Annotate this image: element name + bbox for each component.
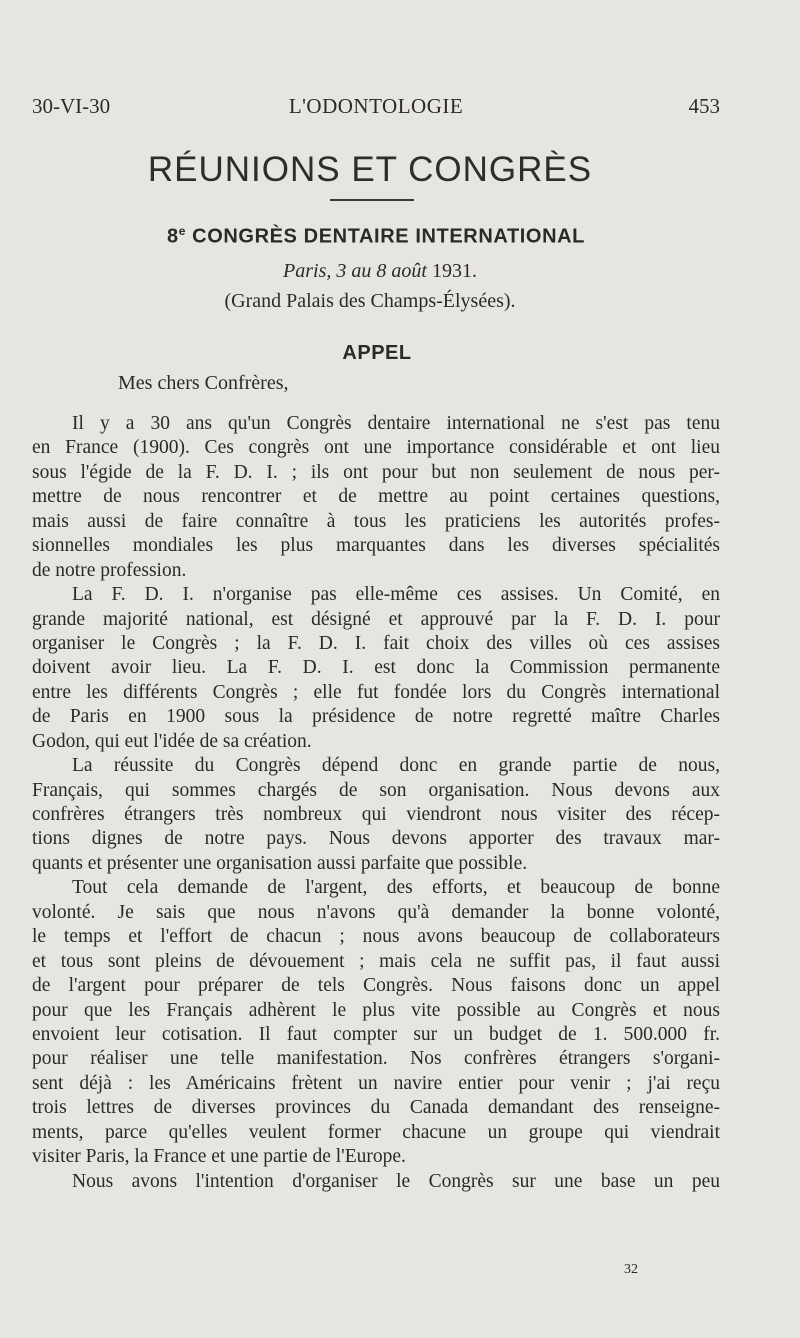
congress-dates bbox=[0, 260, 760, 283]
text-line: mettre de nous rencontrer et de mettre au point certaines questions, bbox=[32, 486, 720, 508]
title-divider bbox=[330, 199, 414, 201]
text-line: grande majorité national, est désigné et approuvé par la F. D. I. pour bbox=[32, 608, 720, 630]
text-line: et tous sont pleins de dévouement ; mais cela ne suffit pas, il faut aussi bbox=[32, 950, 720, 972]
text-line: pour réaliser une telle manifestation. Nos confrères étrangers s'organi- bbox=[32, 1048, 720, 1070]
text-line: ments, parce qu'elles veulent former chacune un groupe qui viendrait bbox=[32, 1121, 720, 1143]
text-line: le temps et l'effort de chacun ; nous avons beaucoup de collaborateurs bbox=[32, 926, 720, 948]
text-line: organiser le Congrès ; la F. D. I. fait choix des villes où ces assises bbox=[32, 632, 720, 654]
text-line: Nous avons l'intention d'organiser le Congrès sur une base un peu bbox=[72, 1170, 720, 1192]
text-line: doivent avoir lieu. La F. D. I. est donc la Commission permanente bbox=[32, 657, 720, 679]
text-line: de notre profession. bbox=[32, 559, 187, 581]
text-line: tions dignes de notre pays. Nous devons apporter des travaux mar- bbox=[32, 828, 720, 850]
text-line: confrères étrangers très nombreux qui viendront nous visiter des récep- bbox=[32, 804, 720, 825]
text-line: La réussite du Congrès dépend donc en grande partie de nous, bbox=[72, 755, 720, 777]
congress-days: 3 au 8 août bbox=[336, 260, 427, 282]
text-line: de Paris en 1900 sous la présidence de notre regretté maître Charles bbox=[32, 706, 720, 728]
page-number: 453 bbox=[688, 94, 720, 118]
text-line: Godon, qui eut l'idée de sa création. bbox=[32, 730, 312, 752]
text-line: La F. D. I. n'organise pas elle-même ces assises. Un Comité, en bbox=[72, 584, 720, 606]
text-line: Il y a 30 ans qu'un Congrès dentaire international ne s'est pas tenu bbox=[72, 413, 720, 434]
text-line: entre les différents Congrès ; elle fut fondée lors du Congrès international bbox=[32, 681, 720, 703]
text-line: en France (1900). Ces congrès ont une importance considérable et ont lieu bbox=[32, 437, 720, 459]
congress-number-suffix: e bbox=[178, 224, 186, 238]
text-line: envoient leur cotisation. Il faut compter sur un budget de 1. 500.000 fr. bbox=[32, 1023, 720, 1045]
congress-title bbox=[0, 224, 752, 249]
text-line: sent déjà : les Américains frètent un navire entier pour venir ; j'ai reçu bbox=[32, 1072, 720, 1094]
text-line: Français, qui sommes chargés de son organisation. Nous devons aux bbox=[32, 779, 720, 801]
signature-mark: 32 bbox=[624, 1262, 638, 1277]
appel-heading: APPEL bbox=[342, 342, 412, 364]
body-text bbox=[32, 412, 720, 1194]
text-line: de l'argent pour préparer de tels Congrès. Nous faisons donc un appel bbox=[32, 975, 720, 997]
salutation: Mes chers Confrères, bbox=[118, 372, 289, 394]
section-title: RÉUNIONS ET CONGRÈS bbox=[147, 150, 593, 189]
text-line: quants et présenter une organisation aussi parfaite que possible. bbox=[32, 852, 528, 874]
text-line: pour que les Français adhèrent le plus vite possible au Congrès et nous bbox=[32, 999, 720, 1021]
text-line: sous l'égide de la F. D. I. ; ils ont pour but non seulement de nous per- bbox=[32, 461, 720, 483]
text-line: Tout cela demande de l'argent, des efforts, et beaucoup de bonne bbox=[72, 877, 720, 899]
running-header bbox=[32, 94, 720, 124]
congress-number: 8 bbox=[166, 225, 179, 248]
congress-year: 1931. bbox=[431, 260, 477, 282]
header-date: 30-VI-30 bbox=[32, 94, 111, 118]
congress-venue: (Grand Palais des Champs-Élysées). bbox=[224, 290, 516, 312]
text-line: volonté. Je sais que nous n'avons qu'à demander la bonne volonté, bbox=[32, 901, 720, 923]
congress-name: CONGRÈS DENTAIRE INTERNATIONAL bbox=[192, 225, 585, 248]
congress-place: Paris, bbox=[283, 260, 332, 282]
text-line: trois lettres de diverses provinces du Canada demandant des renseigne- bbox=[32, 1097, 720, 1119]
text-line: mais aussi de faire connaître à tous les praticiens les autorités profes- bbox=[32, 510, 720, 532]
text-line: sionnelles mondiales les plus marquantes dans les diverses spécialités bbox=[32, 535, 720, 557]
journal-title: L'ODONTOLOGIE bbox=[288, 94, 464, 118]
text-line: visiter Paris, la France et une partie de l'Europe. bbox=[32, 1146, 406, 1168]
